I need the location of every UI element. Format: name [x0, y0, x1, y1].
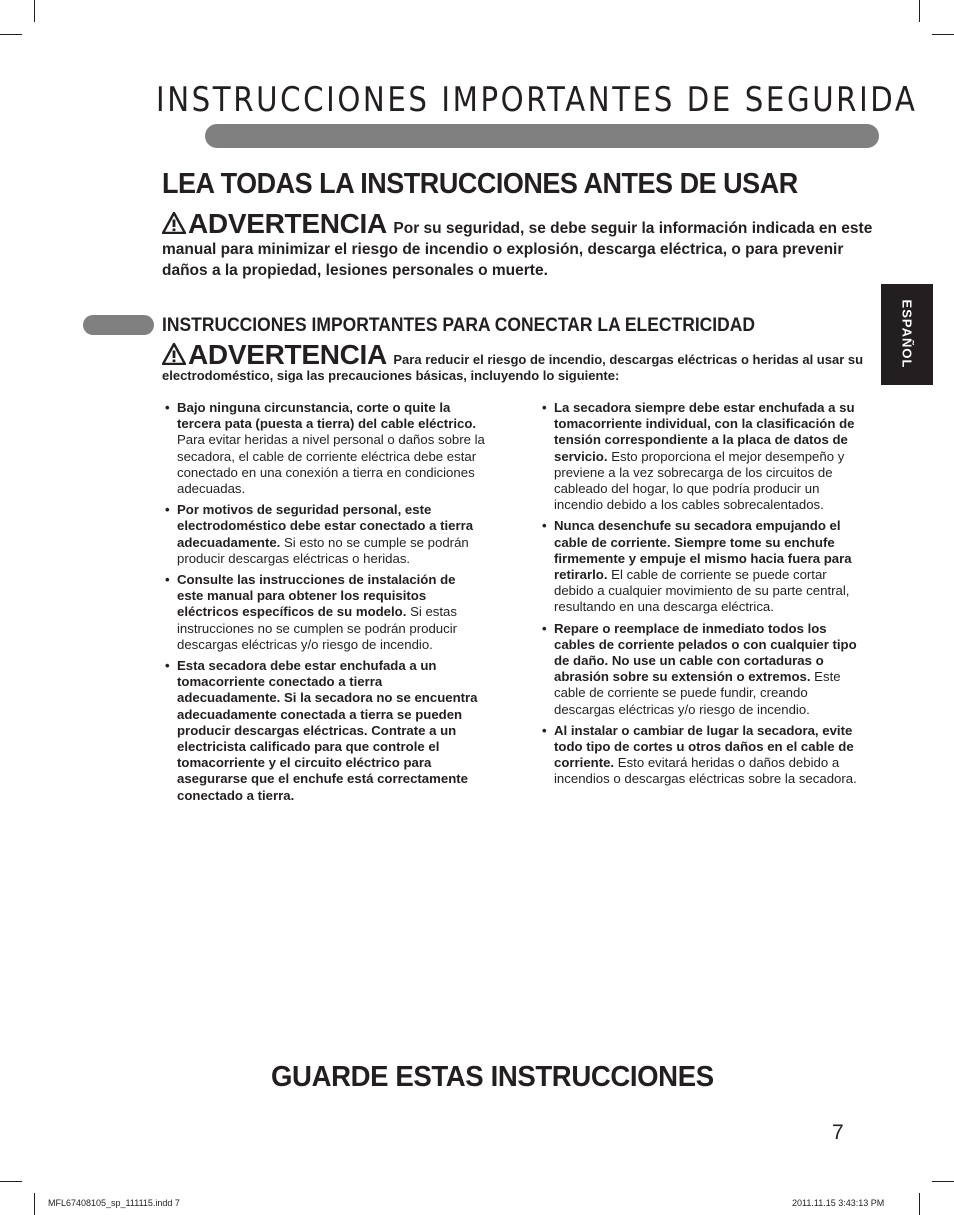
- list-item: [542, 400, 862, 513]
- bullet-bold-text: Repare o reemplace de inmediato todos los cables de corriente pelados o con cualquier tipo de daño. No use un cable con cortaduras o abrasión sobre su extensión o extremos.: [554, 620, 857, 685]
- warning-triangle-icon: [162, 343, 186, 365]
- bullet-text: Para evitar heridas a nivel personal o daños sobre la secadora, el cable de corriente eléctrica debe estar conectado en una conexión a tierra en condiciones adecuadas.: [177, 432, 485, 497]
- bullet-bold-text: Bajo ninguna circunstancia, corte o quite la tercera pata (puesta a tierra) del cable eléctrico.: [177, 400, 477, 432]
- warning-label: [162, 339, 393, 370]
- decorative-bar: [205, 124, 879, 148]
- list-item: [542, 621, 862, 718]
- warning-label-text: ADVERTENCIA: [188, 208, 386, 239]
- crop-mark: [919, 0, 920, 22]
- bullet-text: Esto proporciona el mejor desempeño y previene a la vez sobrecarga de los circuitos de cableado del hogar, lo que podría producir un incendio debido a los cables sobrecalentados.: [554, 448, 845, 513]
- right-bullet-list: [542, 400, 862, 793]
- list-item: [165, 572, 485, 653]
- list-item: [165, 400, 485, 497]
- bullet-bold-text: Esta secadora debe estar enchufada a un tomacorriente conectado a tierra adecuadamente. Si la secadora no se encuentra adecuadamente conectada a tierra se pueden producir descargas eléctricas. Contrate a un electricista calificado para que controle el tomacorriente y el circuito eléctrico para asegurarse que el enchufe está correctamente conectado a tierra.: [177, 658, 478, 803]
- crop-mark: [0, 1181, 22, 1182]
- language-tab: [881, 284, 933, 385]
- left-bullet-list: [165, 400, 485, 809]
- list-item: [542, 518, 862, 615]
- bullet-text: El cable de corriente se puede cortar debido a cualquier movimiento de su parte central, resultando en una descarga eléctrica.: [554, 567, 850, 615]
- save-instructions-heading: GUARDE ESTAS INSTRUCCIONES: [271, 1061, 714, 1093]
- crop-mark: [932, 34, 954, 35]
- bullet-text: Esto evitará heridas o daños debido a incendios o descargas eléctricas sobre la secadora.: [554, 755, 857, 787]
- warning-label: [162, 208, 393, 239]
- read-all-heading: LEA TODAS LA INSTRUCCIONES ANTES DE USAR: [162, 168, 798, 200]
- list-item: [542, 723, 862, 788]
- bullet-bold-text: Por motivos de seguridad personal, este electrodoméstico debe estar conectado a tierra adecuadamente.: [177, 502, 474, 550]
- crop-mark: [34, 1193, 35, 1215]
- warning-text: Para reducir el riesgo de incendio, descargas eléctricas o heridas al usar su electrodoméstico, siga las precauciones básicas, incluyendo lo siguiente:: [162, 352, 864, 383]
- page-number: 7: [832, 1121, 844, 1144]
- footer-filename: MFL67408105_sp_111115.indd 7: [48, 1198, 180, 1208]
- bullet-text: Si esto no se cumple se podrán producir descargas eléctricas o heridas.: [177, 534, 469, 566]
- warning-triangle-icon: [162, 212, 186, 234]
- crop-mark: [919, 1193, 920, 1215]
- warning-label-text: ADVERTENCIA: [188, 339, 386, 370]
- bullet-bold-text: Nunca desenchufe su secadora empujando el cable de corriente. Siempre tome su enchufe firmemente y empuje el mismo hacia fuera para retirarlo.: [554, 518, 852, 583]
- list-item: [165, 502, 485, 567]
- bullet-bold-text: La secadora siempre debe estar enchufada a su tomacorriente individual, con la clasificación de tensión correspondiente a la placa de datos de servicio.: [554, 400, 855, 464]
- warning-block-electric: [162, 339, 880, 384]
- warning-block-general: [162, 208, 880, 281]
- bullet-bold-text: Al instalar o cambiar de lugar la secadora, evite todo tipo de cortes u otros daños en el cable de corriente.: [554, 722, 854, 771]
- crop-mark: [932, 1181, 954, 1182]
- crop-mark: [0, 34, 22, 35]
- language-tab-label: ESPAÑOL: [899, 299, 915, 369]
- footer-timestamp: 2011.11.15 3:43:13 PM: [792, 1198, 885, 1208]
- warning-text: Por su seguridad, se debe seguir la información indicada en este manual para minimizar el riesgo de incendio o explosión, descarga eléctrica, o para prevenir daños a la propiedad, lesiones personales o muerte.: [162, 220, 873, 279]
- bullet-text: Este cable de corriente se puede fundir, creando descargas eléctricas y/o riesgo de incendio.: [554, 669, 841, 717]
- crop-mark: [34, 0, 35, 22]
- decorative-pill: [83, 315, 154, 335]
- bullet-text: Si estas instrucciones no se cumplen se podrán producir descargas eléctricas y/o riesgo de incendio.: [177, 604, 458, 652]
- list-item: [165, 658, 485, 804]
- section-heading: INSTRUCCIONES IMPORTANTES PARA CONECTAR LA ELECTRICIDAD: [162, 315, 756, 336]
- bullet-bold-text: Consulte las instrucciones de instalación de este manual para obtener los requisitos eléctricos específicos de su modelo.: [177, 572, 456, 620]
- page-title: INSTRUCCIONES IMPORTANTES DE SEGURIDA: [156, 80, 918, 120]
